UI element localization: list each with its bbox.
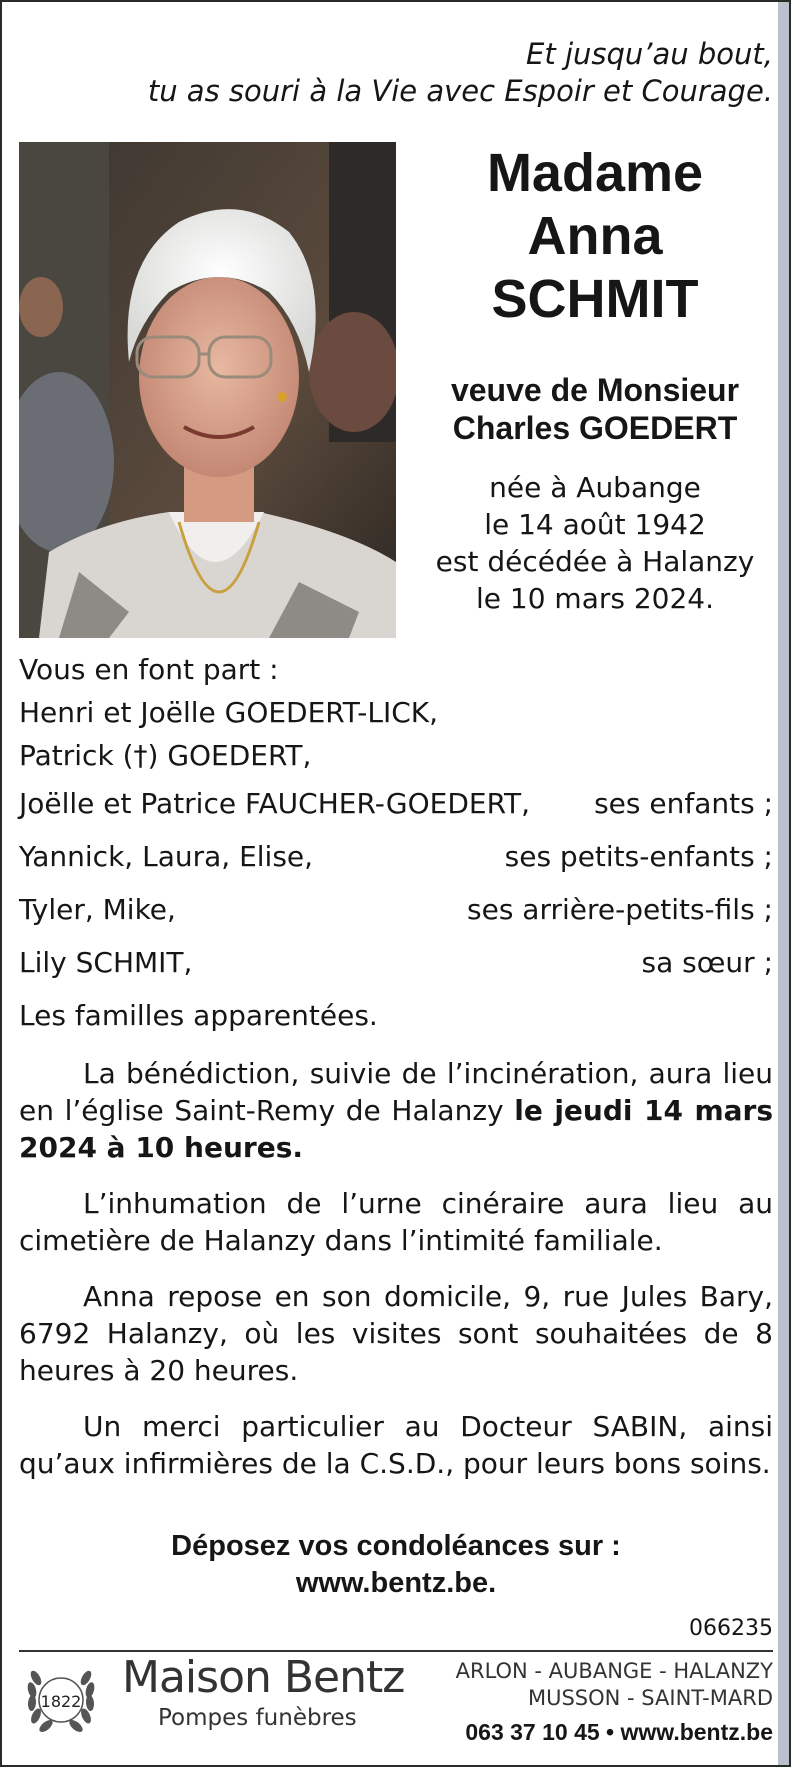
burial-paragraph: L’inhumation de l’urne cinéraire aura lieu au cimetière de Halanzy dans l’intimité familiale. <box>19 1187 773 1257</box>
side-bar <box>778 2 789 1765</box>
funeral-home-towns <box>456 1658 773 1712</box>
towns-line-1: ARLON - AUBANGE - HALANZY <box>455 1659 773 1683</box>
family-row <box>19 777 773 830</box>
family-intro-text: Vous en font part : <box>19 653 279 686</box>
thanks-paragraph: Un merci particulier au Docteur SABIN, ainsi qu’aux infirmières de la C.S.D., pour leurs bons soins. <box>19 1410 773 1480</box>
family-row <box>19 936 773 989</box>
family-names: Lily SCHMIT, <box>19 946 193 979</box>
birth-place: née à Aubange <box>489 471 701 504</box>
condolences-block <box>19 1528 773 1602</box>
death-place: est décédée à Halanzy <box>435 545 755 578</box>
birth-date: le 14 août 1942 <box>484 508 706 541</box>
widow-line-2: Charles GOEDERT <box>452 410 738 446</box>
epitaph-quote <box>33 36 773 110</box>
funeral-home-name: Maison Bentz <box>122 1652 405 1703</box>
family-row <box>19 830 773 883</box>
condolences-label: Déposez vos condoléances sur : <box>171 1530 621 1562</box>
ceremony-date: le jeudi 14 mars 2024 à 10 heures. <box>19 1094 773 1164</box>
condolences-link[interactable]: www.bentz.be. <box>295 1567 497 1599</box>
family-names: Yannick, Laura, Elise, <box>19 840 314 873</box>
dates-block <box>420 469 770 617</box>
family-names: Patrick (†) GOEDERT, <box>19 739 312 772</box>
family-relation: ses arrière-petits-fils ; <box>467 893 773 926</box>
funeral-home-contact[interactable]: 063 37 10 45 • www.bentz.be <box>465 1719 773 1745</box>
ceremony-paragraph <box>19 1055 773 1166</box>
family-closing-text: Les familles apparentées. <box>19 999 378 1032</box>
death-date: le 10 mars 2024. <box>475 582 715 615</box>
family-row <box>19 691 773 734</box>
deceased-title: Madame <box>486 143 704 203</box>
family-relation: ses petits-enfants ; <box>504 840 773 873</box>
portrait-photo <box>19 142 396 638</box>
family-closing <box>19 989 773 1042</box>
quote-line-2: tu as souri à la Vie avec Espoir et Courage. <box>147 74 773 108</box>
family-names: Henri et Joëlle GOEDERT-LICK, <box>19 696 439 729</box>
family-names: Tyler, Mike, <box>19 893 176 926</box>
deceased-last-name: SCHMIT <box>491 269 699 329</box>
family-names: Joëlle et Patrice FAUCHER-GOEDERT, <box>19 787 531 820</box>
funeral-home-brand <box>122 1652 412 1732</box>
deceased-first-name: Anna <box>527 206 663 266</box>
widow-line-1: veuve de Monsieur <box>450 372 740 408</box>
funeral-home-subtitle: Pompes funèbres <box>158 1705 357 1731</box>
family-relation: sa sœur ; <box>641 946 773 979</box>
deceased-header <box>420 142 770 617</box>
family-relation: ses enfants ; <box>594 787 773 820</box>
family-row <box>19 734 773 777</box>
visitation-paragraph: Anna repose en son domicile, 9, rue Jules Bary, 6792 Halanzy, où les visites sont souhaitées de 8 heures à 20 heures. <box>19 1280 773 1387</box>
reference-number: 066235 <box>689 1616 773 1641</box>
widow-block <box>420 371 770 447</box>
laurel-wreath-icon <box>22 1656 100 1738</box>
ceremony-text: La bénédiction, suivie de l’incinération, aura lieu en l’église Saint-Remy de Halanzy <box>19 1057 773 1127</box>
quote-line-1: Et jusqu’au bout, <box>526 37 773 71</box>
towns-line-2: MUSSON - SAINT-MARD <box>527 1686 773 1710</box>
family-list <box>19 648 773 1042</box>
family-intro <box>19 648 773 691</box>
ceremony-details <box>19 1055 773 1501</box>
portrait-image <box>19 142 396 638</box>
founding-year: 1822 <box>40 1692 82 1711</box>
family-row <box>19 883 773 936</box>
